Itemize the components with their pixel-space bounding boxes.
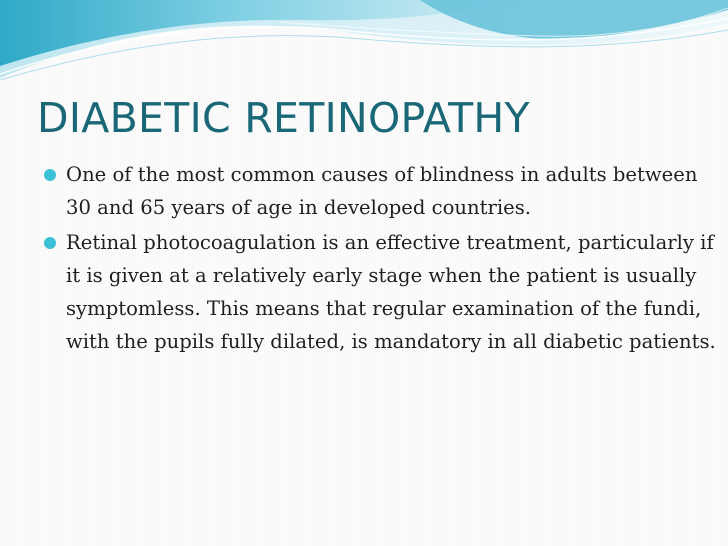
bullet-text: Retinal photocoagulation is an effective treatment, particularly if it is given at a relatively early stage when the patient is usually symptomless. This means that regular examination of the fundi, with the pupils fully dilated, is mandatory in all diabetic patients. <box>66 231 716 353</box>
slide-title: DIABETIC RETINOPATHY <box>37 94 530 142</box>
bullet-list <box>44 158 720 360</box>
bullet-dot-icon <box>44 169 56 181</box>
bullet-item <box>44 158 720 224</box>
header-wave-decoration <box>0 0 728 90</box>
bullet-text: One of the most common causes of blindness in adults between 30 and 65 years of age in developed countries. <box>66 163 698 219</box>
bullet-item <box>44 226 720 358</box>
bullet-dot-icon <box>44 237 56 249</box>
